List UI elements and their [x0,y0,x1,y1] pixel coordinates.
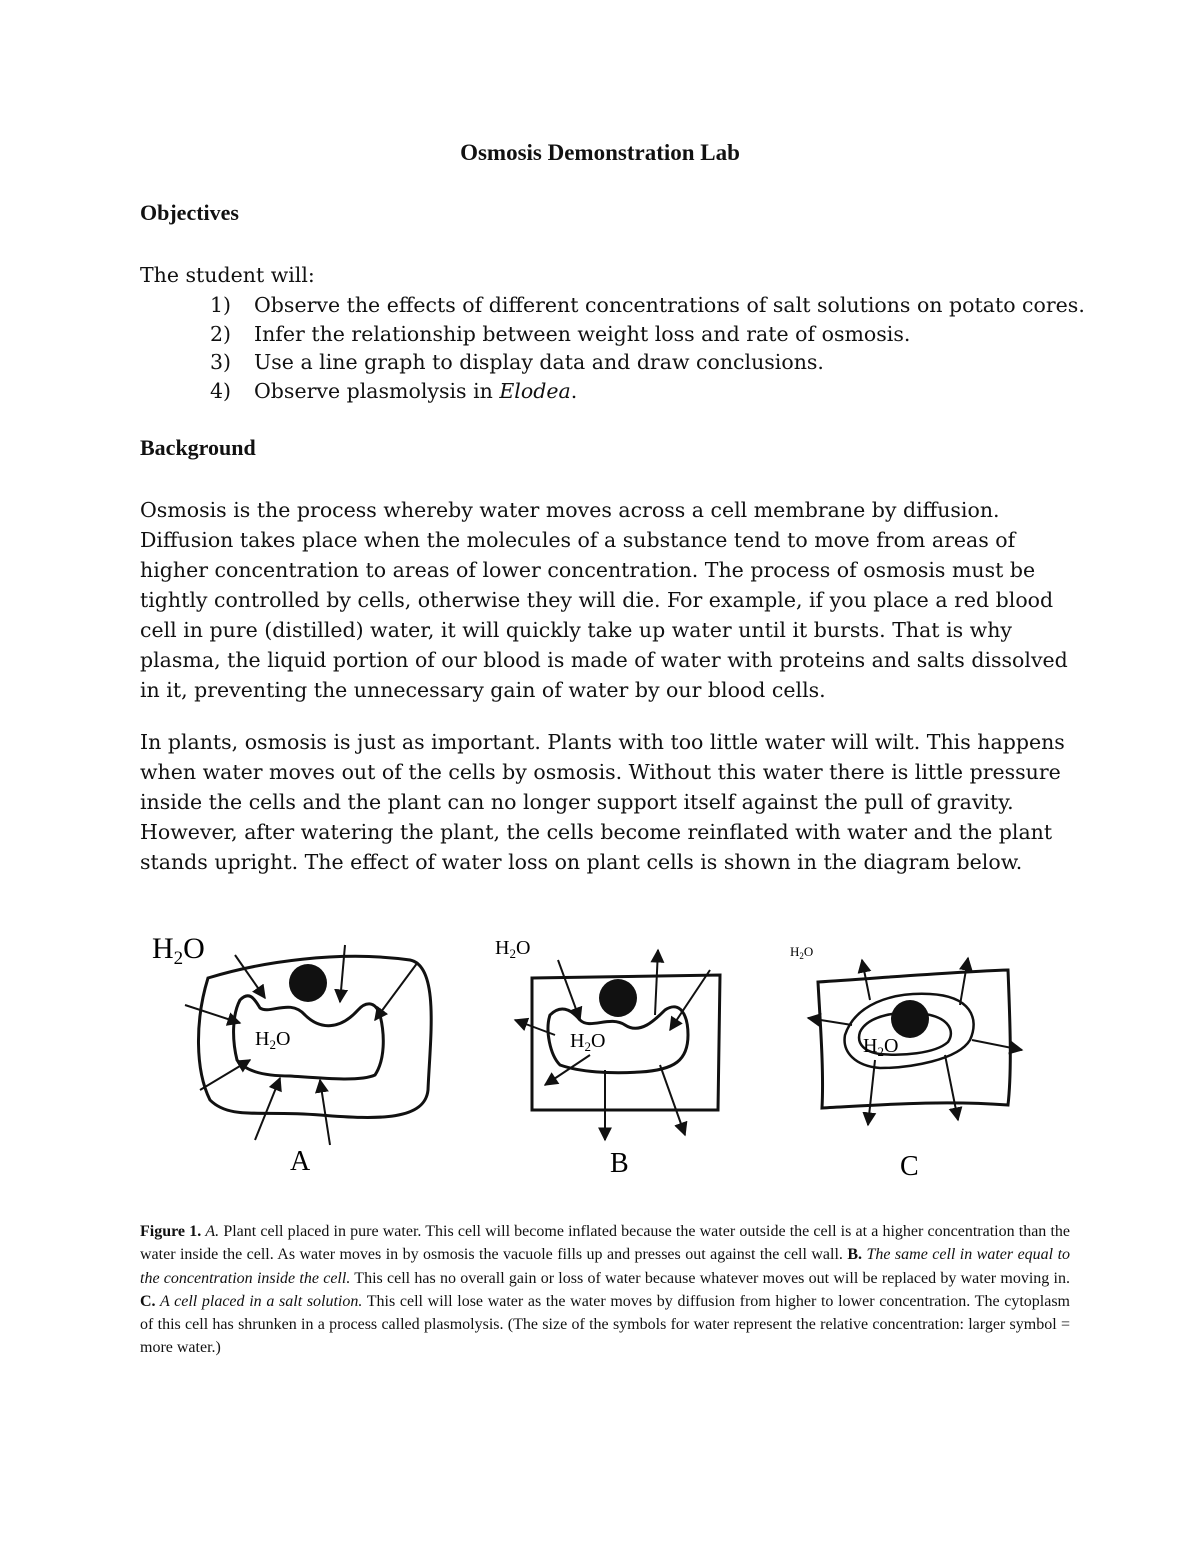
panel-a-label: A [290,1146,311,1177]
background-heading: Background [140,435,256,460]
figure-caption: Figure 1. A. Plant cell placed in pure water. This cell will become inflated because the water outside the cell is at a higher concentration than the water inside the cell. As water moves in by osmosis the vacuole fills up and presses out against the cell wall. B. The same cell in water equal to the concentration inside the cell. This cell has no overall gain or loss of water because whatever moves out will be replaced by water moving in. C. A cell placed in a salt solution. This cell will lose water as the water moves by diffusion from higher to lower concentration. The cytoplasm of this cell has shrunken in a process called plasmolysis. (The size of the symbols for water represent the relative concentration: larger symbol = more water.) [140,1223,1071,1357]
nucleus-b [599,979,637,1017]
panel-a [152,932,431,1177]
objectives-list [210,291,1085,405]
water-label-large: $H_2O$ [152,932,205,969]
panel-b-label: B [610,1148,629,1179]
water-label-small: $H_2O$ [790,944,814,961]
list-item: 1) Observe the effects of different concentrations of salt solutions on potato cores. [210,293,1085,317]
figure-label: Figure 1. [140,1223,202,1240]
panel-c-label: C [900,1151,919,1182]
objectives-intro: The student will: [140,263,315,287]
plant-cell-osmosis-diagram [140,920,1070,1190]
page-title: Osmosis Demonstration Lab [460,140,740,165]
background-paragraph-2: In plants, osmosis is just as important. Plants with too little water will wilt. This happens when water moves out of the cells by osmosis. Without this water there is little pressure inside the cells and the plant can no longer support itself against the pull of gravity. However, after watering the plant, the cells become reinflated with water and the plant stands upright. The effect of water loss on plant cells is shown in the diagram below. [140,730,1065,874]
nucleus-a [289,964,327,1002]
panel-c [790,944,1022,1182]
cell-wall-c [818,970,1010,1108]
water-label-inside: $H_2O$ [570,1030,606,1054]
list-item: 3) Use a line graph to display data and draw conclusions. [210,350,824,374]
list-item: 2) Infer the relationship between weight loss and rate of osmosis. [210,321,911,346]
objectives-heading: Objectives [140,200,239,225]
water-label-medium: $H_2O$ [495,937,531,961]
panel-b [495,937,720,1179]
water-label-inside: $H_2O$ [255,1028,291,1052]
background-paragraph-1: Osmosis is the process whereby water moves across a cell membrane by diffusion. Diffusion takes place when the molecules of a substance tend to move from areas of higher concentration to areas of lower concentration. The process of osmosis must be tightly controlled by cells, otherwise they will die. For example, if you place a red blood cell in pure (distilled) water, it will quickly take up water until it bursts. That is why plasma, the liquid portion of our blood is made of water with proteins and salts dissolved in it, preventing the unnecessary gain of water by our blood cells. [140,498,1068,702]
water-label-inside: $H_2O$ [863,1035,899,1059]
list-item: 4) Observe plasmolysis in Elodea. [210,378,578,403]
nucleus-c [891,1000,929,1038]
